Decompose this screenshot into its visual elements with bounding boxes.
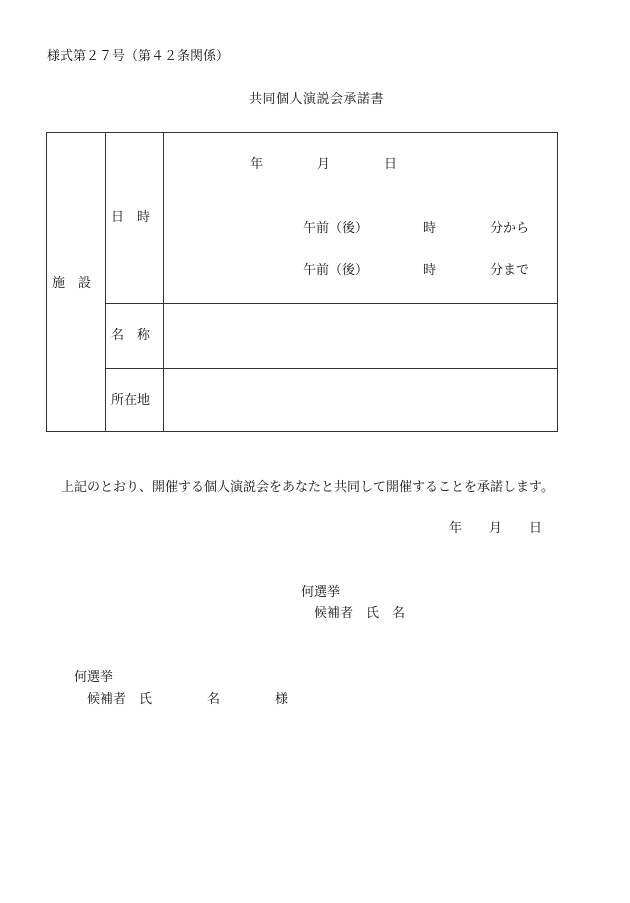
sender-election: 何選挙 [301, 585, 341, 600]
start-ampm-label: 午前（後） [303, 221, 369, 236]
divider-name-row [105, 368, 557, 369]
document-title: 共同個人演説会承諾書 [249, 92, 385, 107]
facility-table [46, 132, 558, 432]
consent-statement: 上記のとおり、開催する個人演説会をあなたと共同して開催することを承諾します。 [61, 480, 554, 495]
divider-label-column [163, 133, 164, 431]
recipient-election: 何選挙 [74, 670, 114, 685]
end-minute-label: 分まで [490, 263, 530, 278]
datetime-label: 日 時 [111, 210, 151, 225]
date-month-label: 月 [317, 157, 331, 172]
sign-date-month: 月 [489, 521, 503, 536]
sign-date-day: 日 [529, 521, 543, 536]
form-number: 様式第２７号（第４２条関係） [47, 49, 230, 64]
end-ampm-label: 午前（後） [303, 263, 369, 278]
start-hour-label: 時 [423, 221, 437, 236]
recipient-name-label: 名 [207, 692, 221, 707]
end-hour-label: 時 [423, 263, 437, 278]
divider-facility-column [105, 133, 106, 431]
sign-date-year: 年 [449, 521, 463, 536]
date-year-label: 年 [250, 157, 264, 172]
facility-location-label: 所在地 [111, 393, 151, 408]
recipient-candidate: 候補者 氏 [87, 692, 153, 707]
recipient-honorific: 様 [275, 692, 289, 707]
date-day-label: 日 [384, 157, 398, 172]
start-minute-label: 分から [490, 221, 530, 236]
sender-candidate: 候補者 氏 名 [314, 606, 406, 621]
facility-label: 施 設 [52, 276, 92, 291]
facility-name-label: 名 称 [111, 328, 151, 343]
divider-datetime-row [105, 303, 557, 304]
